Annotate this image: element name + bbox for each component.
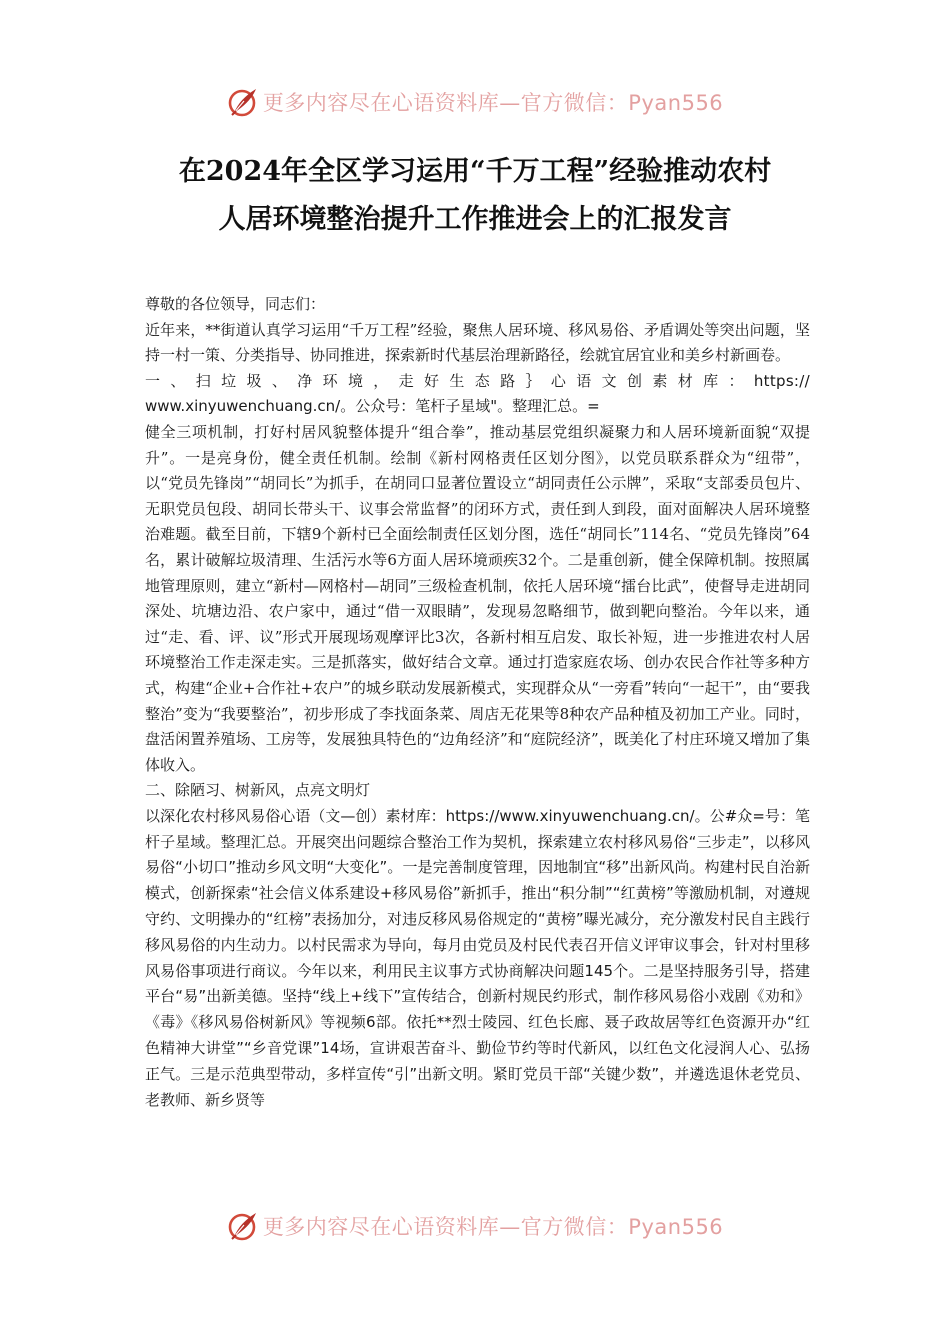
intro-paragraph: 近年来，**街道认真学习运用“千万工程”经验，聚焦人居环境、移风易俗、矛盾调处等突出问题，坚持一村一策、分类指导、协同推进，探索新时代基层治理新路径，绘就宜居宜业和美乡村新画卷。	[145, 320, 810, 365]
header-watermark-banner	[0, 82, 950, 122]
section-1-paragraph: 健全三项机制，打好村居风貌整体提升“组合拳”，推动基层党组织凝聚力和人居环境新面貌“双提升”。一是亮身份，健全责任机制。绘制《新村网格责任区划分图》，以党员联系群众为“纽带”，以“党员先锋岗”“胡同长”为抓手，在胡同口显著位置设立“胡同责任公示牌”，采取“支部委员包片、无职党员包段、胡同长带头干、议事会常监督”的闭环方式，责任到人到段，面对面解决人居环境整治难题。截至目前，下辖9个新村已全面绘制责任区划分图，选任“胡同长”114名、“党员先锋岗”64名，累计破解垃圾清理、生活污水等6方面人居环境顽疾32个。二是重创新，健全保障机制。按照属地管理原则，建立“新村—网格村—胡同”三级检查机制，依托人居环境“擂台比武”，使督导走进胡同深处、坑塘边沿、农户家中，通过“借一双眼睛”，发现易忽略细节，做到靶向整治。今年以来，通过“走、看、评、议”形式开展现场观摩评比3次，各新村相互启发、取长补短，进一步推进农村人居环境整治工作走深走实。三是抓落实，做好结合文章。通过打造家庭农场、创办农民合作社等多种方式，构建“企业+合作社+农户”的城乡联动发展新模式，实现群众从“一旁看”转向“一起干”，由“要我整治”变为“我要整治”，初步形成了李找面条菜、周店无花果等8种农产品种植及初加工产业。同时，盘活闲置养殖场、工房等，发展独具特色的“边角经济”和“庭院经济”，既美化了村庄环境又增加了集体收入。	[145, 422, 810, 774]
section-heading-2: 二、除陋习、树新风，点亮文明灯	[145, 781, 371, 800]
footer-watermark-banner	[0, 1206, 950, 1246]
watermark-text: 更多内容尽在心语资料库—官方微信：Pyan556	[262, 91, 724, 115]
document-body	[145, 292, 810, 1113]
section-heading-1: 一、扫垃圾、净环境，走好生态路｝心语文创素材库：https://	[145, 371, 810, 390]
quill-pen-logo-icon	[227, 86, 259, 118]
section-heading-1-continuation: www.xinyuwenchuang.cn/。公众号：笔杆子星域"。整理汇总。=	[145, 397, 600, 416]
title-line-1: 在2024年全区学习运用“千万工程”经验推动农村	[178, 156, 772, 187]
section-2-paragraph: 以深化农村移风易俗心语（文—创）素材库：https://www.xinyuwenchuang.cn/。公#众=号：笔杆子星域。整理汇总。开展突出问题综合整治工作为契机，探索建立农村移风易俗“三步走”，以移风易俗“小切口”推动乡风文明“大变化”。一是完善制度管理，因地制宜“移”出新风尚。构建村民自治新模式，创新探索“社会信义体系建设+移风易俗”新抓手，推出“积分制”“红黄榜”等激励机制，对遵规守约、文明操办的“红榜”表扬加分，对违反移风易俗规定的“黄榜”曝光减分，充分激发村民自主践行移风易俗的内生动力。以村民需求为导向，每月由党员及村民代表召开信义评审议事会，针对村里移风易俗事项进行商议。今年以来，利用民主议事方式协商解决问题145个。二是坚持服务引导，搭建平台“易”出新美德。坚持“线上+线下”宣传结合，创新村规民约形式，制作移风易俗小戏剧《劝和》《毒》《移风易俗树新风》等视频6部。依托**烈士陵园、红色长廊、聂子政故居等红色资源开办“红色精神大讲堂”“乡音党课”14场，宣讲艰苦奋斗、勤俭节约等时代新风，以红色文化浸润人心、弘扬正气。三是示范典型带动，多样宣传“引”出新文明。紧盯党员干部“关键少数”，并遴选退休老党员、老教师、新乡贤等	[145, 806, 810, 1109]
document-title	[100, 148, 850, 244]
watermark-text: 更多内容尽在心语资料库—官方微信：Pyan556	[262, 1215, 724, 1239]
salutation: 尊敬的各位领导，同志们：	[145, 295, 326, 313]
quill-pen-logo-icon	[227, 1210, 259, 1242]
title-line-2: 人居环境整治提升工作推进会上的汇报发言	[218, 204, 732, 235]
